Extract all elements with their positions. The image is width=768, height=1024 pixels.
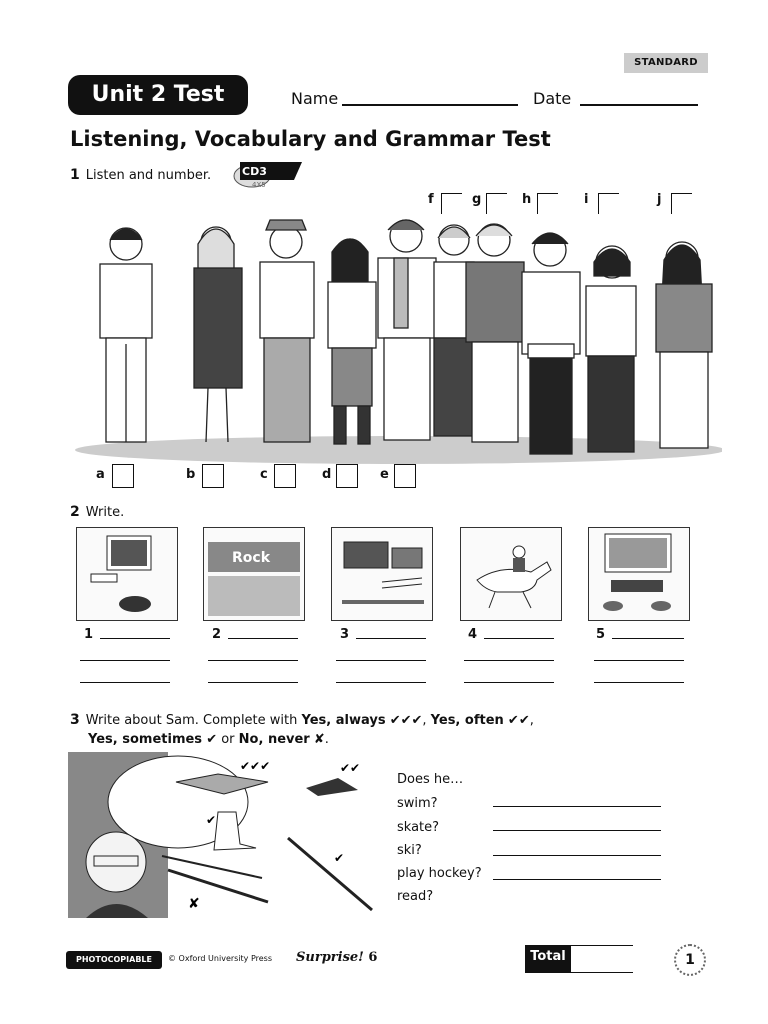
- option-often: Yes, often: [430, 713, 504, 728]
- q2-text: Write.: [85, 505, 125, 520]
- write-line-3c[interactable]: [336, 682, 426, 683]
- child-i: [586, 246, 636, 452]
- answer-box-e[interactable]: [394, 464, 416, 488]
- answer-box-f[interactable]: [441, 193, 462, 214]
- letter-h: h: [522, 192, 532, 207]
- option-never: No, never: [238, 732, 310, 747]
- q1-number: 1: [70, 167, 80, 183]
- picture-computer-games: [76, 527, 178, 621]
- child-j: [656, 242, 712, 448]
- write-line-3b[interactable]: [336, 660, 426, 661]
- name-label: Name: [291, 89, 339, 108]
- child-c: [260, 220, 314, 442]
- write-line-1b[interactable]: [80, 660, 170, 661]
- child-h: [522, 233, 580, 454]
- answer-line-hockey[interactable]: [493, 879, 661, 880]
- write-line-4b[interactable]: [464, 660, 554, 661]
- write-line-2c[interactable]: [208, 682, 298, 683]
- date-field[interactable]: [580, 104, 698, 106]
- answer-box-i[interactable]: [598, 193, 619, 214]
- q2-number: 2: [70, 504, 80, 520]
- series-logo: [296, 950, 377, 965]
- cd-track: 4X5: [252, 181, 266, 188]
- item-number-3: 3: [340, 627, 350, 642]
- letter-a: a: [96, 467, 105, 482]
- option-always: Yes, always: [301, 713, 386, 728]
- publisher-credit: © Oxford University Press: [168, 954, 273, 963]
- mark-swim: ✔✔: [340, 761, 361, 775]
- level-badge: STANDARD: [624, 53, 708, 73]
- picture-skiing-holiday: [331, 527, 433, 621]
- total-score-field[interactable]: [571, 945, 633, 973]
- tick-marks-3: ✔✔✔: [389, 713, 423, 728]
- rock-sign: Rock: [232, 550, 271, 566]
- question-intro: Does he…: [397, 772, 464, 787]
- question-ski: ski?: [397, 843, 422, 858]
- children-illustration: [70, 212, 722, 466]
- mark-read: ✔✔✔: [240, 759, 271, 773]
- unit-title: Unit 2 Test: [68, 75, 248, 115]
- letter-f: f: [428, 192, 434, 207]
- write-line-1c[interactable]: [80, 682, 170, 683]
- page-number: 1: [674, 944, 706, 976]
- letter-c: c: [260, 467, 268, 482]
- cross-mark: ✘: [313, 732, 325, 747]
- tick-marks-1: ✔: [206, 732, 218, 747]
- series-number: 6: [368, 950, 378, 965]
- answer-box-g[interactable]: [486, 193, 507, 214]
- picture-rock-concert: [203, 527, 305, 621]
- total-label: Total: [525, 945, 571, 973]
- write-line-4a[interactable]: [484, 638, 554, 639]
- option-sometimes: Yes, sometimes: [88, 732, 203, 747]
- date-label: Date: [533, 89, 572, 108]
- write-line-2b[interactable]: [208, 660, 298, 661]
- q3-text: Write about Sam. Complete with: [85, 713, 302, 728]
- picture-horse-riding: [460, 527, 562, 621]
- answer-box-d[interactable]: [336, 464, 358, 488]
- child-d: [328, 239, 376, 444]
- answer-line-ski[interactable]: [493, 855, 661, 856]
- letter-j: j: [657, 192, 662, 207]
- letter-g: g: [472, 192, 482, 207]
- write-line-5a[interactable]: [612, 638, 684, 639]
- q1-instruction: [70, 167, 211, 183]
- child-b: [194, 227, 242, 442]
- sam-illustration: [68, 752, 386, 918]
- child-e: [378, 220, 436, 440]
- mark-skate: ✔: [206, 813, 217, 827]
- cd-icon: [232, 160, 302, 188]
- q2-instruction: [70, 504, 124, 520]
- letter-e: e: [380, 467, 389, 482]
- answer-box-b[interactable]: [202, 464, 224, 488]
- write-line-5b[interactable]: [594, 660, 684, 661]
- question-hockey: play hockey?: [397, 866, 482, 881]
- cd-label: CD3: [242, 165, 267, 178]
- write-line-5c[interactable]: [594, 682, 684, 683]
- q1-text: Listen and number.: [85, 168, 212, 183]
- question-read: read?: [397, 889, 434, 904]
- question-swim: swim?: [397, 796, 438, 811]
- total-box: [525, 945, 635, 973]
- letter-i: i: [584, 192, 589, 207]
- answer-box-j[interactable]: [671, 193, 692, 214]
- question-skate: skate?: [397, 820, 440, 835]
- write-line-4c[interactable]: [464, 682, 554, 683]
- q3-instruction: 3 Write about Sam. Complete with Yes, always ✔✔✔, Yes, often ✔✔, Yes, sometimes ✔ or No, never ✘.: [70, 712, 534, 747]
- item-number-2: 2: [212, 627, 222, 642]
- picture-dvd-tv: [588, 527, 690, 621]
- mark-ski: ✘: [188, 896, 200, 912]
- answer-box-h[interactable]: [537, 193, 558, 214]
- letter-d: d: [322, 467, 332, 482]
- letter-b: b: [186, 467, 196, 482]
- or-word: or: [217, 732, 239, 747]
- page-title: Listening, Vocabulary and Grammar Test: [70, 127, 551, 151]
- name-field[interactable]: [342, 104, 518, 106]
- item-number-5: 5: [596, 627, 606, 642]
- write-line-1a[interactable]: [100, 638, 170, 639]
- q3-number: 3: [70, 712, 80, 728]
- answer-box-a[interactable]: [112, 464, 134, 488]
- answer-line-swim[interactable]: [493, 806, 661, 807]
- write-line-2a[interactable]: [228, 638, 298, 639]
- tick-marks-2: ✔✔: [507, 713, 530, 728]
- child-g: [466, 224, 524, 442]
- item-number-1: 1: [84, 627, 94, 642]
- answer-line-skate[interactable]: [493, 830, 661, 831]
- answer-box-c[interactable]: [274, 464, 296, 488]
- child-a: [100, 228, 152, 442]
- item-number-4: 4: [468, 627, 478, 642]
- series-name: Surprise!: [296, 950, 364, 965]
- mark-hockey: ✔: [334, 851, 345, 865]
- photocopiable-badge: PHOTOCOPIABLE: [66, 951, 162, 969]
- write-line-3a[interactable]: [356, 638, 426, 639]
